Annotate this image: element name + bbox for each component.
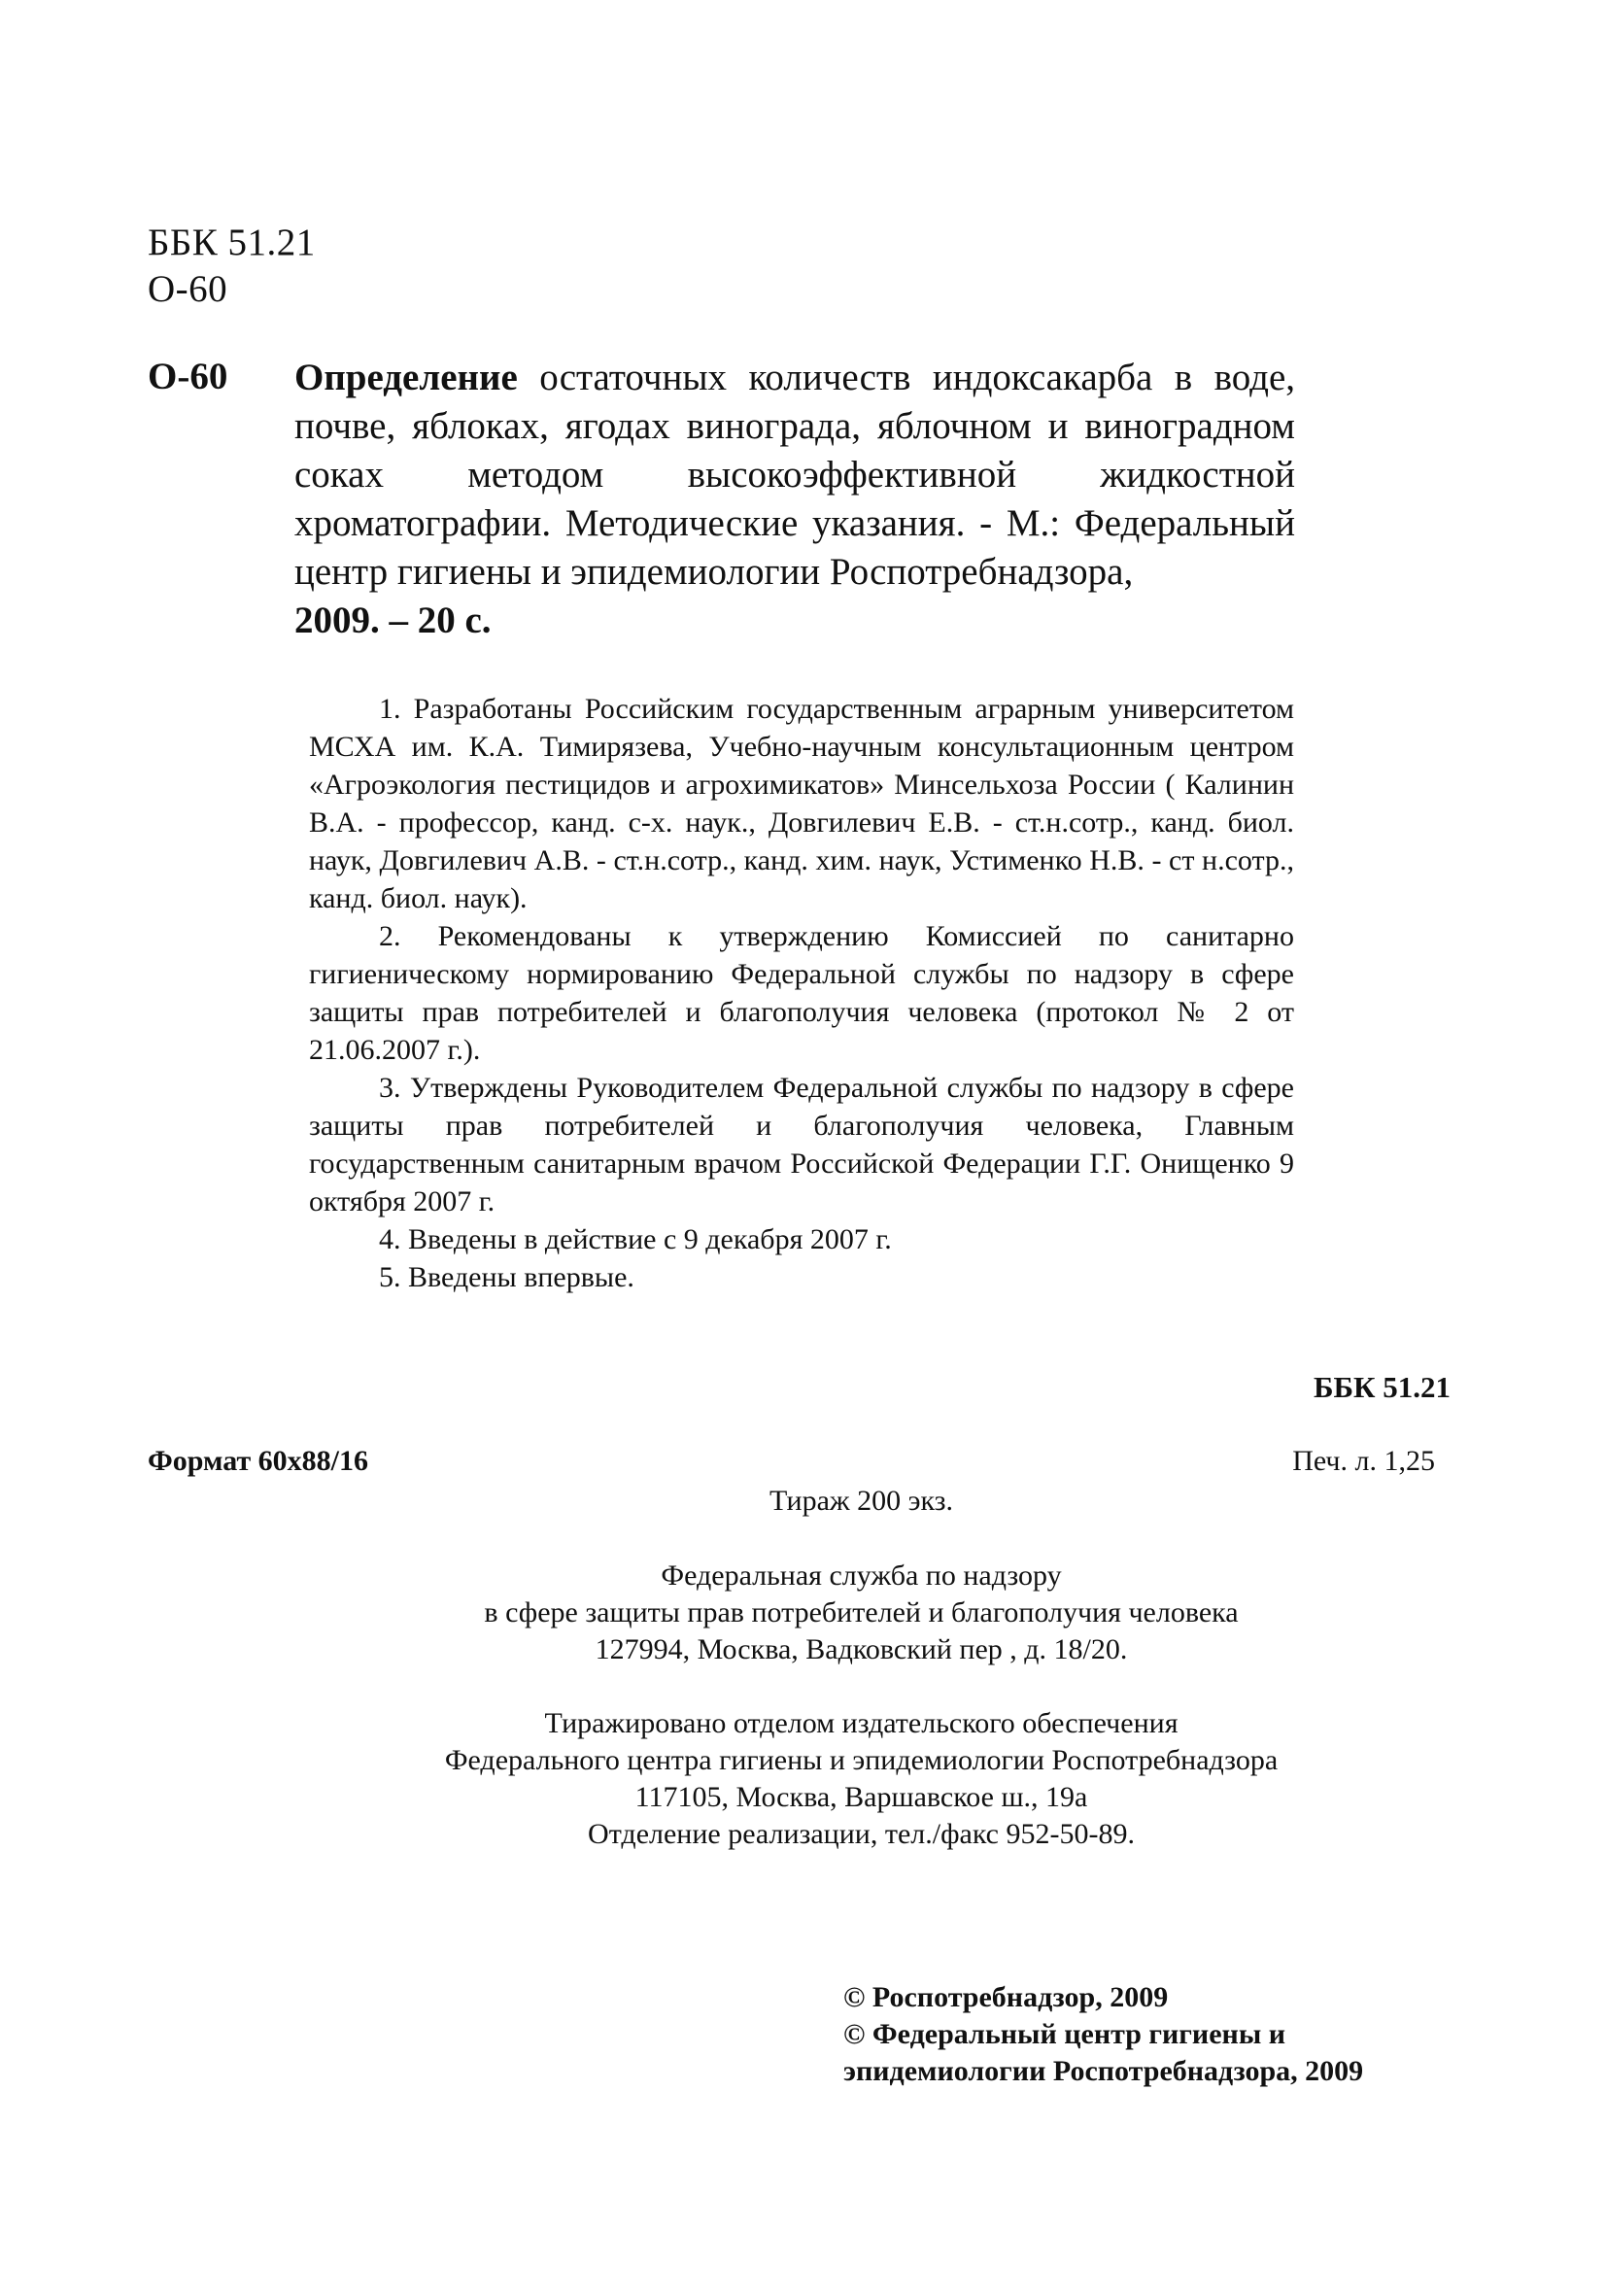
printed-line-1: Тиражировано отделом издательского обеспечения [544, 1707, 1179, 1739]
publisher-block [58, 1558, 1606, 1668]
bibliographic-title [294, 354, 1295, 645]
printed-sheets: Печ. л. 1,25 [1292, 1445, 1435, 1477]
publication-info [309, 690, 1294, 1296]
title-text: остаточных количеств индоксакарба в воде, почве, яблоках, ягодах винограда, яблочном и виноградном соках методом высокоэффективной жидкостной хроматографии. Методические указания. - М.: Федеральный центр гигиены и эпидемиологии Роспотребнадзора, [294, 357, 1295, 593]
entry-label: О-60 [148, 356, 228, 397]
printed-line-2: Федерального центра гигиены и эпидемиологии Роспотребнадзора [444, 1744, 1279, 1776]
copyright-line-3: эпидемиологии Роспотребнадзора, 2009 [843, 2055, 1364, 2087]
copyright-line-1: © Роспотребнадзор, 2009 [843, 1981, 1169, 2013]
title-bold-word: Определение [294, 357, 518, 398]
author-mark: О-60 [148, 268, 228, 310]
publisher-line-2: в сфере защиты прав потребителей и благополучия человека [484, 1596, 1239, 1628]
publisher-line-3: 127994, Москва, Вадковский пер , д. 18/20. [595, 1633, 1128, 1665]
printed-line-4: Отделение реализации, тел./факс 952-50-89. [588, 1818, 1135, 1850]
printing-block [58, 1705, 1606, 1853]
print-run [58, 1483, 1606, 1520]
print-run-text: Тираж 200 экз. [769, 1485, 954, 1517]
imprint-bbk: ББК 51.21 [1314, 1370, 1451, 1404]
info-item-first-time: 5. Введены впервые. [379, 1261, 634, 1293]
copyright-block [843, 1979, 1363, 2090]
copyright-line-2: © Федеральный центр гигиены и [843, 2018, 1286, 2050]
printed-line-3: 117105, Москва, Варшавское ш., 19а [634, 1781, 1088, 1813]
publisher-line-1: Федеральная служба по надзору [661, 1559, 1062, 1592]
info-item-recommended: 2. Рекомендованы к утверждению Комиссией по санитарно гигиеническому нормированию Федеральной службы по надзору в сфере защиты прав потребителей и благополучия человека (протокол № 2 от 21.06.2007 г.). [309, 920, 1294, 1066]
format-spec: Формат 60x88/16 [148, 1445, 369, 1477]
info-item-approved: 3. Утверждены Руководителем Федеральной службы по надзору в сфере защиты прав потребителей и благополучия человека, Главным государственным санитарным врачом Российской Федерации Г.Г. Онищенко 9 октября 2007 г. [309, 1072, 1294, 1217]
info-item-developed: 1. Разработаны Российским государственным аграрным университетом МСХА им. К.А. Тимирязева, Учебно-научным консультационным центром «Агроэкология пестицидов и агрохимикатов» Минсельхоза России ( Калинин В.А. - профессор, канд. с-х. наук., Довгилевич Е.В. - ст.н.сотр., канд. биол. наук, Довгилевич А.В. - ст.н.сотр., канд. хим. наук, Устименко Н.В. - ст н.сотр., канд. биол. наук). [309, 693, 1294, 914]
bbk-code: ББК 51.21 [148, 222, 316, 263]
title-year-pages: 2009. – 20 с. [294, 600, 492, 641]
info-item-effective: 4. Введены в действие с 9 декабря 2007 г. [379, 1223, 892, 1255]
